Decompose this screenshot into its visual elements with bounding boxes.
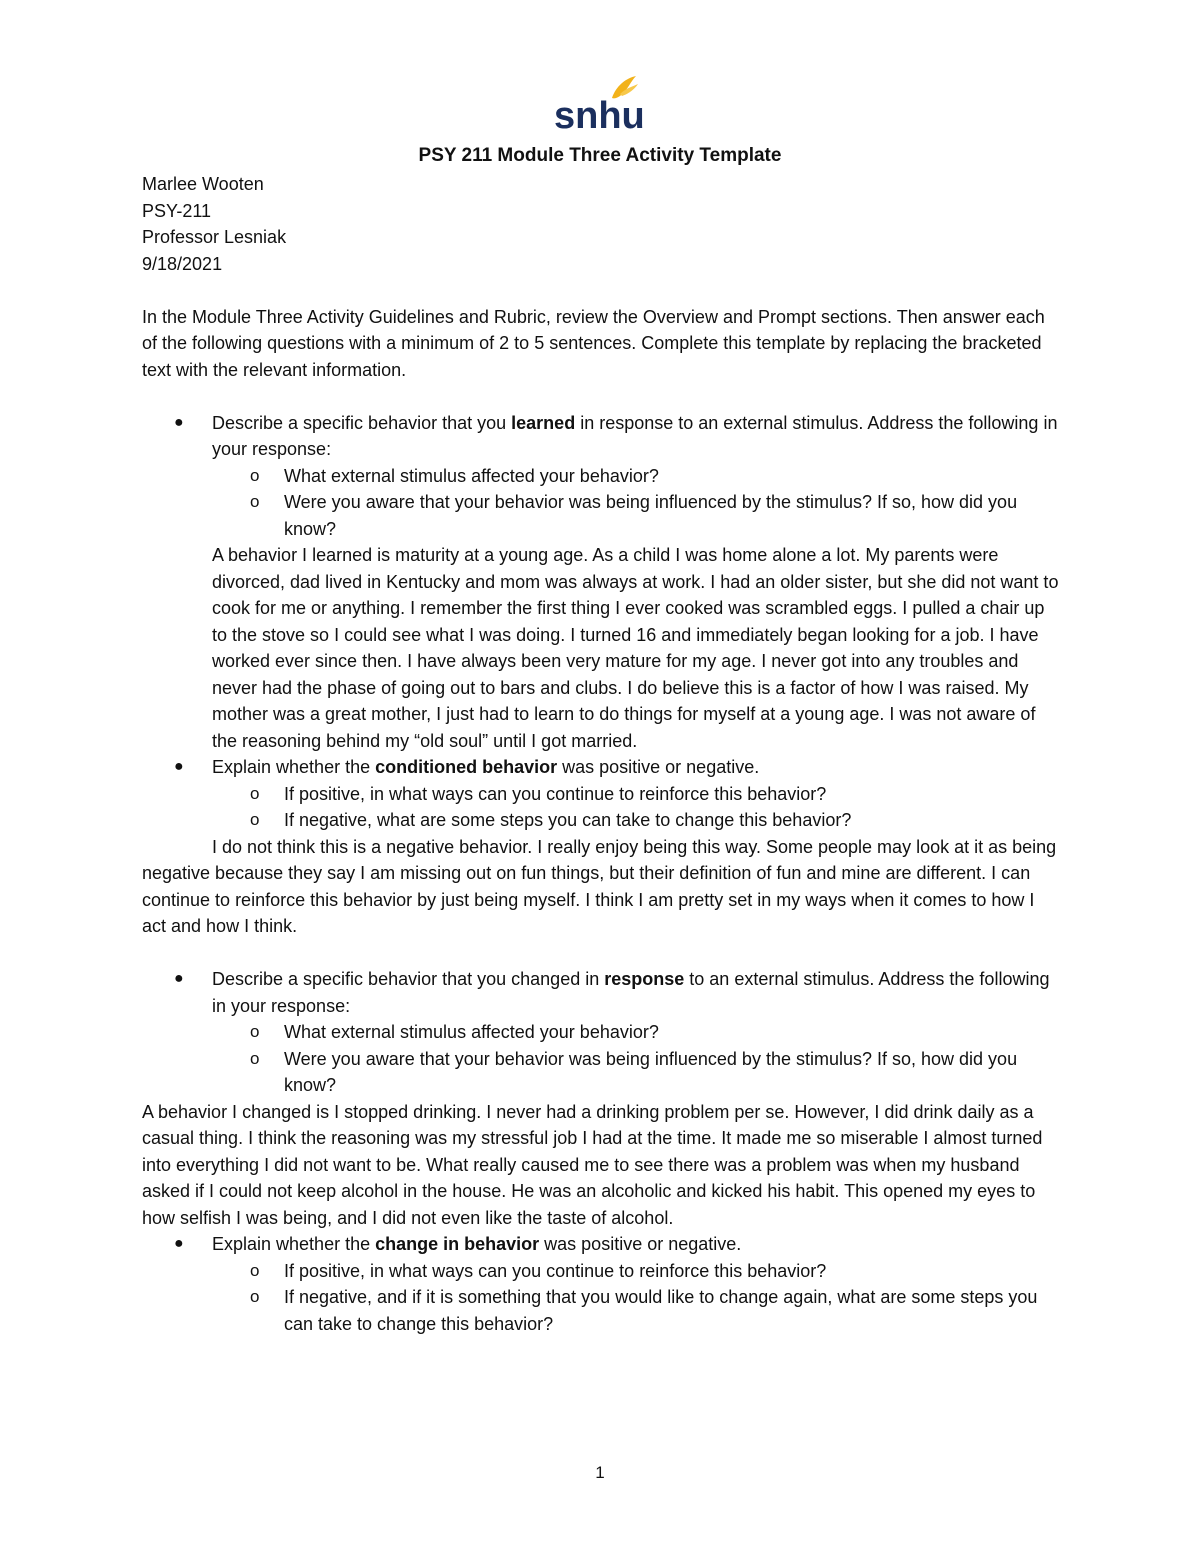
question-3-sub-1-text: What external stimulus affected your behavior?	[284, 1022, 659, 1042]
question-3	[142, 966, 1062, 1099]
circle-bullet-icon: o	[250, 1287, 260, 1306]
professor-name: Professor Lesniak	[142, 227, 287, 247]
question-1-sub-2-text: Were you aware that your behavior was being influenced by the stimulus? If so, how did you know?	[284, 492, 1018, 539]
question-2-sub-1	[212, 781, 1062, 808]
answer-2: I do not think this is a negative behavior. I really enjoy being this way. Some people may look at it as being negative because they say I am missing out on fun things, but their definition of fun and mine are different. I can continue to reinforce this behavior by just being myself. I think I am pretty set in my ways when it comes to how I act and how I think.	[142, 836, 1057, 936]
answer-3: A behavior I changed is I stopped drinking. I never had a drinking problem per se. However, I did drink daily as a casual thing. I think the reasoning was my stressful job I had at the time. It made me so miserable I almost turned into everything I did not want to be. What really caused me to see there was a problem was when my husband asked if I could not keep alcohol in the house. He was an alcoholic and kicked his habit. This opened my eyes to how selfish I was being, and I did not even like the taste of alcohol.	[142, 1101, 1043, 1228]
question-list-4	[142, 1231, 1062, 1337]
question-list-1	[142, 410, 1062, 543]
question-3-post: to an external stimulus. Address the following in your response:	[212, 969, 1050, 1016]
question-1-bold: learned	[511, 412, 576, 433]
question-3-pre: Describe a specific behavior that you changed in	[212, 969, 605, 989]
question-2-post: was positive or negative.	[557, 757, 760, 777]
answer-1: A behavior I learned is maturity at a young age. As a child I was home alone a lot. My parents were divorced, dad lived in Kentucky and mom was always at work. I had an older sister, but she did not want to cook for me or anything. I remember the first thing I ever cooked was scrambled eggs. I pulled a chair up to the stove so I could see what I was doing. I turned 16 and immediately began looking for a job. I have worked ever since then. I have always been very mature for my age. I never got into any troubles and never had the phase of going out to bars and clubs. I do believe this is a factor of how I was raised. My mother was a great mother, I just had to learn to do things for myself at a young age. I was not aware of the reasoning behind my “old soul” until I got married.	[212, 545, 1059, 751]
circle-bullet-icon: o	[250, 465, 260, 485]
question-2-bold: conditioned behavior	[375, 757, 558, 777]
snhu-logo	[550, 72, 650, 134]
question-4-sub-1-text: If positive, in what ways can you continue to reinforce this behavior?	[284, 1260, 827, 1281]
question-2-sub-1-text: If positive, in what ways can you continue to reinforce this behavior?	[284, 783, 827, 804]
question-4-pre: Explain whether the	[212, 1234, 376, 1254]
bullet-icon: ●	[174, 758, 184, 775]
snhu-logo-graphic	[550, 72, 650, 134]
question-1-pre: Describe a specific behavior that you	[212, 412, 512, 433]
course-code: PSY-211	[142, 200, 212, 221]
question-1-subitems	[212, 463, 1062, 543]
circle-bullet-icon: o	[250, 492, 260, 511]
question-1-post: in response to an external stimulus. Address the following in your response:	[212, 412, 1058, 459]
document-body	[142, 171, 1062, 1337]
bullet-icon: ●	[174, 413, 184, 431]
question-2-pre: Explain whether the	[212, 757, 376, 777]
logo-wordmark: snhu	[554, 95, 645, 134]
question-4-sub-2	[212, 1284, 1062, 1337]
bullet-icon: ●	[174, 1235, 184, 1252]
question-2-sub-2-text: If negative, what are some steps you can take to change this behavior?	[284, 810, 852, 830]
circle-bullet-icon: o	[250, 1048, 260, 1068]
question-3-bold: response	[604, 969, 685, 989]
student-name: Marlee Wooten	[142, 174, 264, 194]
question-4-sub-1	[212, 1258, 1062, 1285]
question-1-sub-2	[212, 489, 1062, 542]
question-4-post: was positive or negative.	[539, 1234, 742, 1254]
question-3-sub-2-text: Were you aware that your behavior was being influenced by the stimulus? If so, how did you know?	[284, 1048, 1018, 1095]
question-3-sub-1	[212, 1019, 1062, 1046]
circle-bullet-icon: o	[250, 783, 260, 803]
question-2	[142, 754, 1062, 834]
question-1-sub-1	[212, 463, 1062, 490]
intro-paragraph: In the Module Three Activity Guidelines and Rubric, review the Overview and Prompt sections. Then answer each of the following questions with a minimum of 2 to 5 sentences. Complete this template by replacing the bracketed text with the relevant information.	[142, 306, 1045, 380]
question-list-2	[142, 754, 1062, 834]
question-4-subitems	[212, 1258, 1062, 1338]
circle-bullet-icon: o	[250, 1022, 260, 1041]
question-4	[142, 1231, 1062, 1337]
question-list-3	[142, 966, 1062, 1099]
question-3-sub-2	[212, 1046, 1062, 1099]
question-1	[142, 410, 1062, 543]
bullet-icon: ●	[174, 970, 184, 987]
question-4-sub-2-text: If negative, and if it is something that you would like to change again, what are some steps you can take to change this behavior?	[284, 1287, 1038, 1334]
circle-bullet-icon: o	[250, 1260, 260, 1280]
question-4-bold: change in behavior	[375, 1234, 540, 1254]
question-2-sub-2	[212, 807, 1062, 834]
circle-bullet-icon: o	[250, 810, 260, 829]
page-number: 1	[595, 1463, 605, 1482]
page-title: PSY 211 Module Three Activity Template	[418, 145, 782, 166]
question-2-subitems	[212, 781, 1062, 834]
document-date: 9/18/2021	[142, 253, 223, 274]
question-1-sub-1-text: What external stimulus affected your behavior?	[284, 465, 659, 486]
question-3-subitems	[212, 1019, 1062, 1099]
